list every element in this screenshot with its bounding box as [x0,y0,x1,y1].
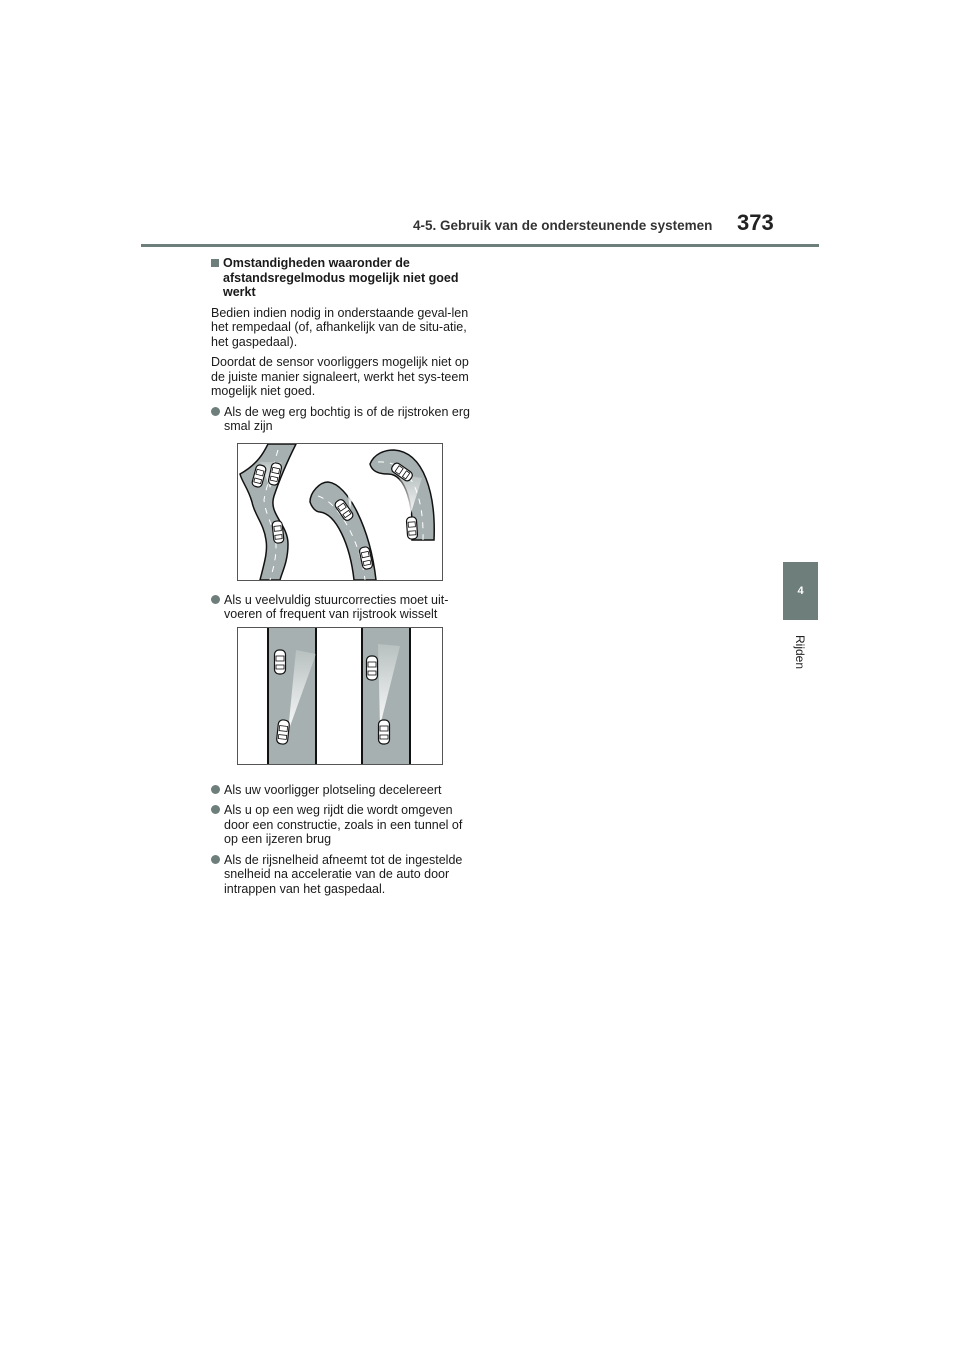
circle-bullet-icon [211,785,220,794]
figure-curvy-roads [237,443,443,581]
circle-bullet-icon [211,595,220,604]
page-number: 373 [737,210,774,235]
bullet-text-5: Als de rijsnelheid afneemt tot de ingestelde snelheid na acceleratie van de auto door intrappen van het gaspedaal. [224,852,463,896]
bullet-item-4 [211,803,473,847]
square-bullet-icon [211,259,219,267]
bullet-text-2: Als u veelvuldig stuurcorrecties moet uit-voeren of frequent van rijstrook wisselt [224,592,449,621]
circle-bullet-icon [211,407,220,416]
bullet-text-3: Als uw voorligger plotseling decelereert [224,782,442,797]
header-title: 4-5. Gebruik van de ondersteunende systemen [413,218,713,233]
figure-straight-roads [237,627,443,765]
bullet-item-2 [211,593,473,622]
bullet-item-5 [211,853,473,897]
straight-roads-illustration [238,628,442,764]
bullet-text-1: Als de weg erg bochtig is of de rijstroken erg smal zijn [224,404,470,433]
section-heading [211,256,473,300]
road-right [370,450,434,540]
paragraph-2: Doordat de sensor voorliggers mogelijk niet op de juiste manier signaleert, werkt het sys-teem mogelijk niet goed. [211,355,469,398]
chapter-tab[interactable]: 4 [783,562,818,620]
bullet-item-1 [211,405,473,434]
chapter-label [785,630,815,674]
curvy-roads-illustration [238,444,442,580]
circle-bullet-icon [211,805,220,814]
section-heading-text: Omstandigheden waaronder de afstandsregelmodus mogelijk niet goed werkt [223,256,459,299]
header-rule [141,244,819,247]
paragraph-1: Bedien indien nodig in onderstaande geval-len het rempedaal (of, afhankelijk van de situ-atie, het gaspedaal). [211,305,469,349]
bullet-text-4: Als u op een weg rijdt die wordt omgeven door een constructie, zoals in een tunnel of op een ijzeren brug [224,803,463,846]
chapter-label-text: Rijden [793,634,807,670]
bullet-item-3 [211,783,473,798]
circle-bullet-icon [211,855,220,864]
